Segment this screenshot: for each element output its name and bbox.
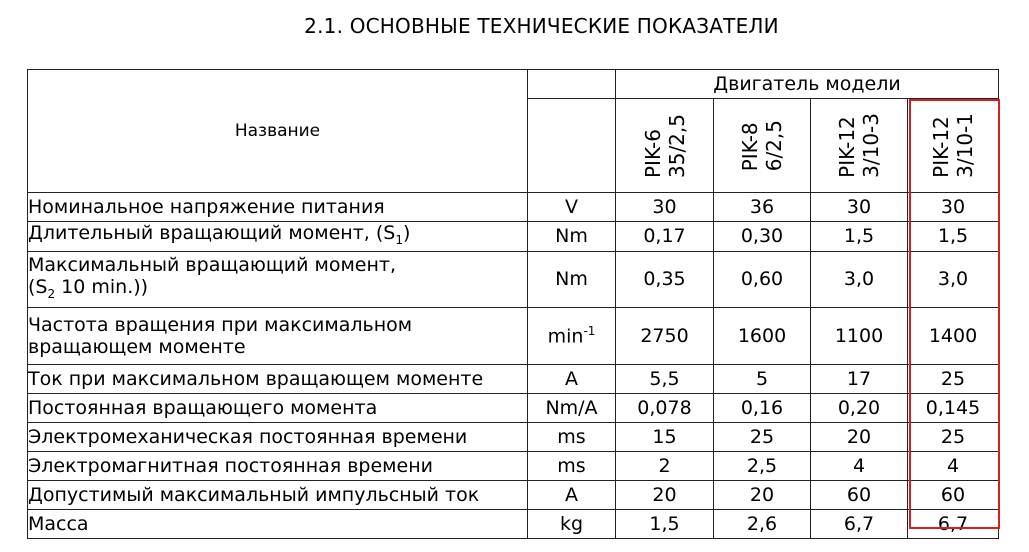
row-name: Электромагнитная постоянная времени	[28, 451, 528, 480]
row-value: 5	[714, 364, 811, 393]
row-name: Постоянная вращающего момента	[28, 393, 528, 422]
table-row	[28, 307, 999, 364]
row-value: 1600	[714, 307, 811, 364]
row-value: 0,60	[714, 251, 811, 307]
model-header-2: PIK-8 6/2,5	[714, 99, 811, 193]
row-value: 30	[811, 193, 908, 222]
row-value: 0,30	[714, 222, 811, 252]
row-value: 36	[714, 193, 811, 222]
row-value: 0,078	[616, 393, 714, 422]
row-value: 60	[811, 480, 908, 509]
row-value: 0,20	[811, 393, 908, 422]
row-value: 4	[811, 451, 908, 480]
row-unit: A	[528, 364, 616, 393]
row-name: Допустимый максимальный импульсный ток	[28, 480, 528, 509]
row-value: 1100	[811, 307, 908, 364]
row-unit: Nm	[528, 251, 616, 307]
row-name: Номинальное напряжение питания	[28, 193, 528, 222]
table-row	[28, 509, 999, 538]
row-unit: Nm	[528, 222, 616, 252]
row-name: Масса	[28, 509, 528, 538]
table-row	[28, 480, 999, 509]
row-unit: $\min^{-1}$	[528, 307, 616, 364]
row-value: 1,5	[811, 222, 908, 252]
page-title: 2.1. ОСНОВНЫЕ ТЕХНИЧЕСКИЕ ПОКАЗАТЕЛИ	[304, 14, 779, 38]
row-value: 15	[616, 422, 714, 451]
table-row	[28, 451, 999, 480]
table-row	[28, 393, 999, 422]
table-row	[28, 222, 999, 252]
row-name: Максимальный вращающий момент, ($S_2$ 10 min.))	[28, 251, 528, 307]
row-name: Ток при максимальном вращающем моменте	[28, 364, 528, 393]
row-value: 60	[908, 480, 999, 509]
table-row	[28, 193, 999, 222]
row-value: 1,5	[616, 509, 714, 538]
row-value: 0,16	[714, 393, 811, 422]
name-column-header: Название	[28, 70, 528, 193]
row-value: 3,0	[811, 251, 908, 307]
specs-table	[27, 69, 999, 539]
row-value: 30	[616, 193, 714, 222]
row-value: 2,6	[714, 509, 811, 538]
unit-column-header-empty	[528, 70, 616, 99]
row-unit: kg	[528, 509, 616, 538]
row-value: 25	[714, 422, 811, 451]
row-value: 1400	[908, 307, 999, 364]
row-value: 4	[908, 451, 999, 480]
row-value: 1,5	[908, 222, 999, 252]
table-row	[28, 251, 999, 307]
table-row	[28, 422, 999, 451]
unit-column-header-empty-lower	[528, 99, 616, 193]
row-value: 0,145	[908, 393, 999, 422]
row-value: 3,0	[908, 251, 999, 307]
row-value: 2750	[616, 307, 714, 364]
row-value: 5,5	[616, 364, 714, 393]
row-value: 0,35	[616, 251, 714, 307]
row-unit: V	[528, 193, 616, 222]
row-unit: Nm/A	[528, 393, 616, 422]
row-name: Длительный вращающий момент, $(S_1)$	[28, 222, 528, 252]
row-value: 20	[811, 422, 908, 451]
row-value: 2	[616, 451, 714, 480]
row-value: 20	[616, 480, 714, 509]
model-header-1: PIK-6 35/2,5	[616, 99, 714, 193]
table-row	[28, 364, 999, 393]
row-value: 17	[811, 364, 908, 393]
model-header-3: PIK-12 3/10-3	[811, 99, 908, 193]
row-value: 0,17	[616, 222, 714, 252]
row-unit: A	[528, 480, 616, 509]
row-unit: ms	[528, 422, 616, 451]
row-value: 25	[908, 364, 999, 393]
row-value: 6,7	[908, 509, 999, 538]
row-value: 6,7	[811, 509, 908, 538]
row-name: Частота вращения при максимальном вращающем моменте	[28, 307, 528, 364]
row-unit: ms	[528, 451, 616, 480]
row-value: 30	[908, 193, 999, 222]
row-value: 2,5	[714, 451, 811, 480]
row-value: 20	[714, 480, 811, 509]
model-header-4: PIK-12 3/10-1	[908, 99, 999, 193]
model-group-header: Двигатель модели	[616, 70, 999, 99]
row-value: 25	[908, 422, 999, 451]
row-name: Электромеханическая постоянная времени	[28, 422, 528, 451]
